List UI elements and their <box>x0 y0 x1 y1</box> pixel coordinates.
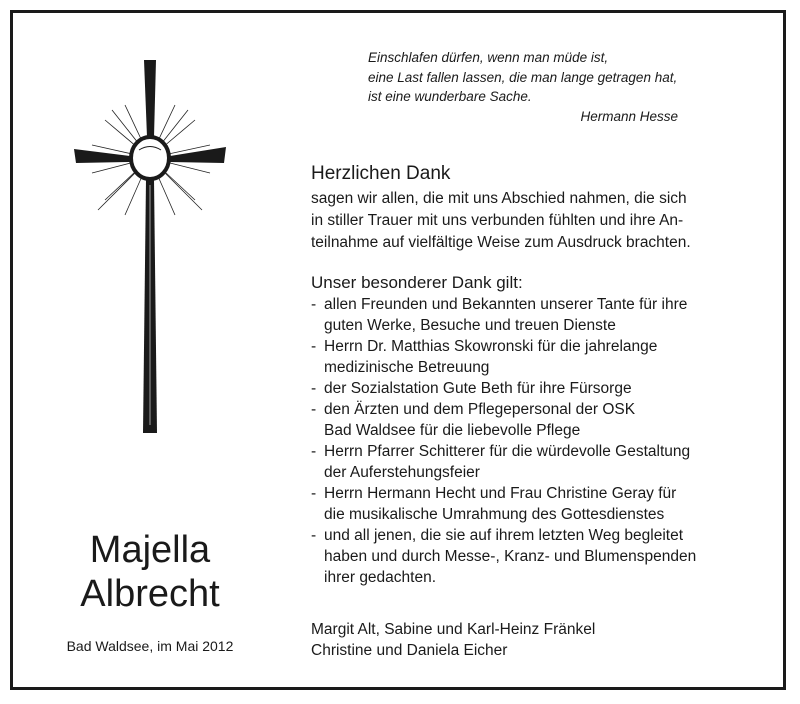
list-dash: - <box>311 338 317 355</box>
list-dash: - <box>311 443 317 460</box>
list-item <box>311 525 771 588</box>
quote-author: Hermann Hesse <box>580 108 678 124</box>
quote-line: ist eine wunderbare Sache. <box>368 89 532 104</box>
item-line: haben und durch Messe-, Kranz- und Blumenspenden <box>324 548 697 565</box>
deceased-name <box>40 528 260 616</box>
item-line: ihrer gedachten. <box>324 569 437 586</box>
thanks-list <box>311 294 771 588</box>
special-thanks-heading: Unser besonderer Dank gilt: <box>311 273 523 292</box>
list-item <box>311 294 771 336</box>
list-dash: - <box>311 380 317 397</box>
list-item <box>311 336 771 378</box>
last-name: Albrecht <box>80 573 220 615</box>
item-line: medizinische Betreuung <box>324 359 490 376</box>
item-line: Herrn Pfarrer Schitterer für die würdevolle Gestaltung <box>324 443 691 460</box>
item-line: allen Freunden und Bekannten unserer Tante für ihre <box>324 296 688 313</box>
signature-line: Margit Alt, Sabine und Karl-Heinz Fränkel <box>311 621 596 638</box>
first-name: Majella <box>89 529 211 571</box>
list-item <box>311 441 771 483</box>
list-dash: - <box>311 401 317 418</box>
hesse-quote <box>368 48 698 126</box>
list-item <box>311 399 771 441</box>
list-dash: - <box>311 485 317 502</box>
item-line: Bad Waldsee für die liebevolle Pflege <box>324 422 581 439</box>
item-line: der Auferstehungsfeier <box>324 464 480 481</box>
item-line: guten Werke, Besuche und treuen Dienste <box>324 317 616 334</box>
list-item <box>311 378 771 399</box>
cross-with-rays-icon <box>70 55 230 445</box>
item-line: Herrn Dr. Matthias Skowronski für die jahrelange <box>324 338 658 355</box>
place-date: Bad Waldsee, im Mai 2012 <box>66 638 234 654</box>
item-line: Herrn Hermann Hecht und Frau Christine Geray für <box>324 485 677 502</box>
list-dash: - <box>311 296 317 313</box>
thanks-section <box>311 162 771 588</box>
item-line: den Ärzten und dem Pflegepersonal der OSK <box>324 401 636 418</box>
quote-line: eine Last fallen lassen, die man lange getragen hat, <box>368 69 678 85</box>
item-line: die musikalische Umrahmung des Gottesdienstes <box>324 506 665 523</box>
signatures <box>311 619 595 661</box>
intro-line: teilnahme auf vielfältige Weise zum Ausdruck brachten. <box>311 234 691 251</box>
list-dash: - <box>311 527 317 544</box>
thanks-heading: Herzlichen Dank <box>311 163 451 184</box>
signature-line: Christine und Daniela Eicher <box>311 642 508 659</box>
quote-line: Einschlafen dürfen, wenn man müde ist, <box>368 50 609 65</box>
list-item <box>311 483 771 525</box>
item-line: der Sozialstation Gute Beth für ihre Fürsorge <box>324 380 632 397</box>
thanks-intro <box>311 188 771 254</box>
intro-line: in stiller Trauer mit uns verbunden fühlten und ihre An- <box>311 212 684 229</box>
intro-line: sagen wir allen, die mit uns Abschied nahmen, die sich <box>311 190 687 207</box>
item-line: und all jenen, die sie auf ihrem letzten Weg begleitet <box>324 527 684 544</box>
